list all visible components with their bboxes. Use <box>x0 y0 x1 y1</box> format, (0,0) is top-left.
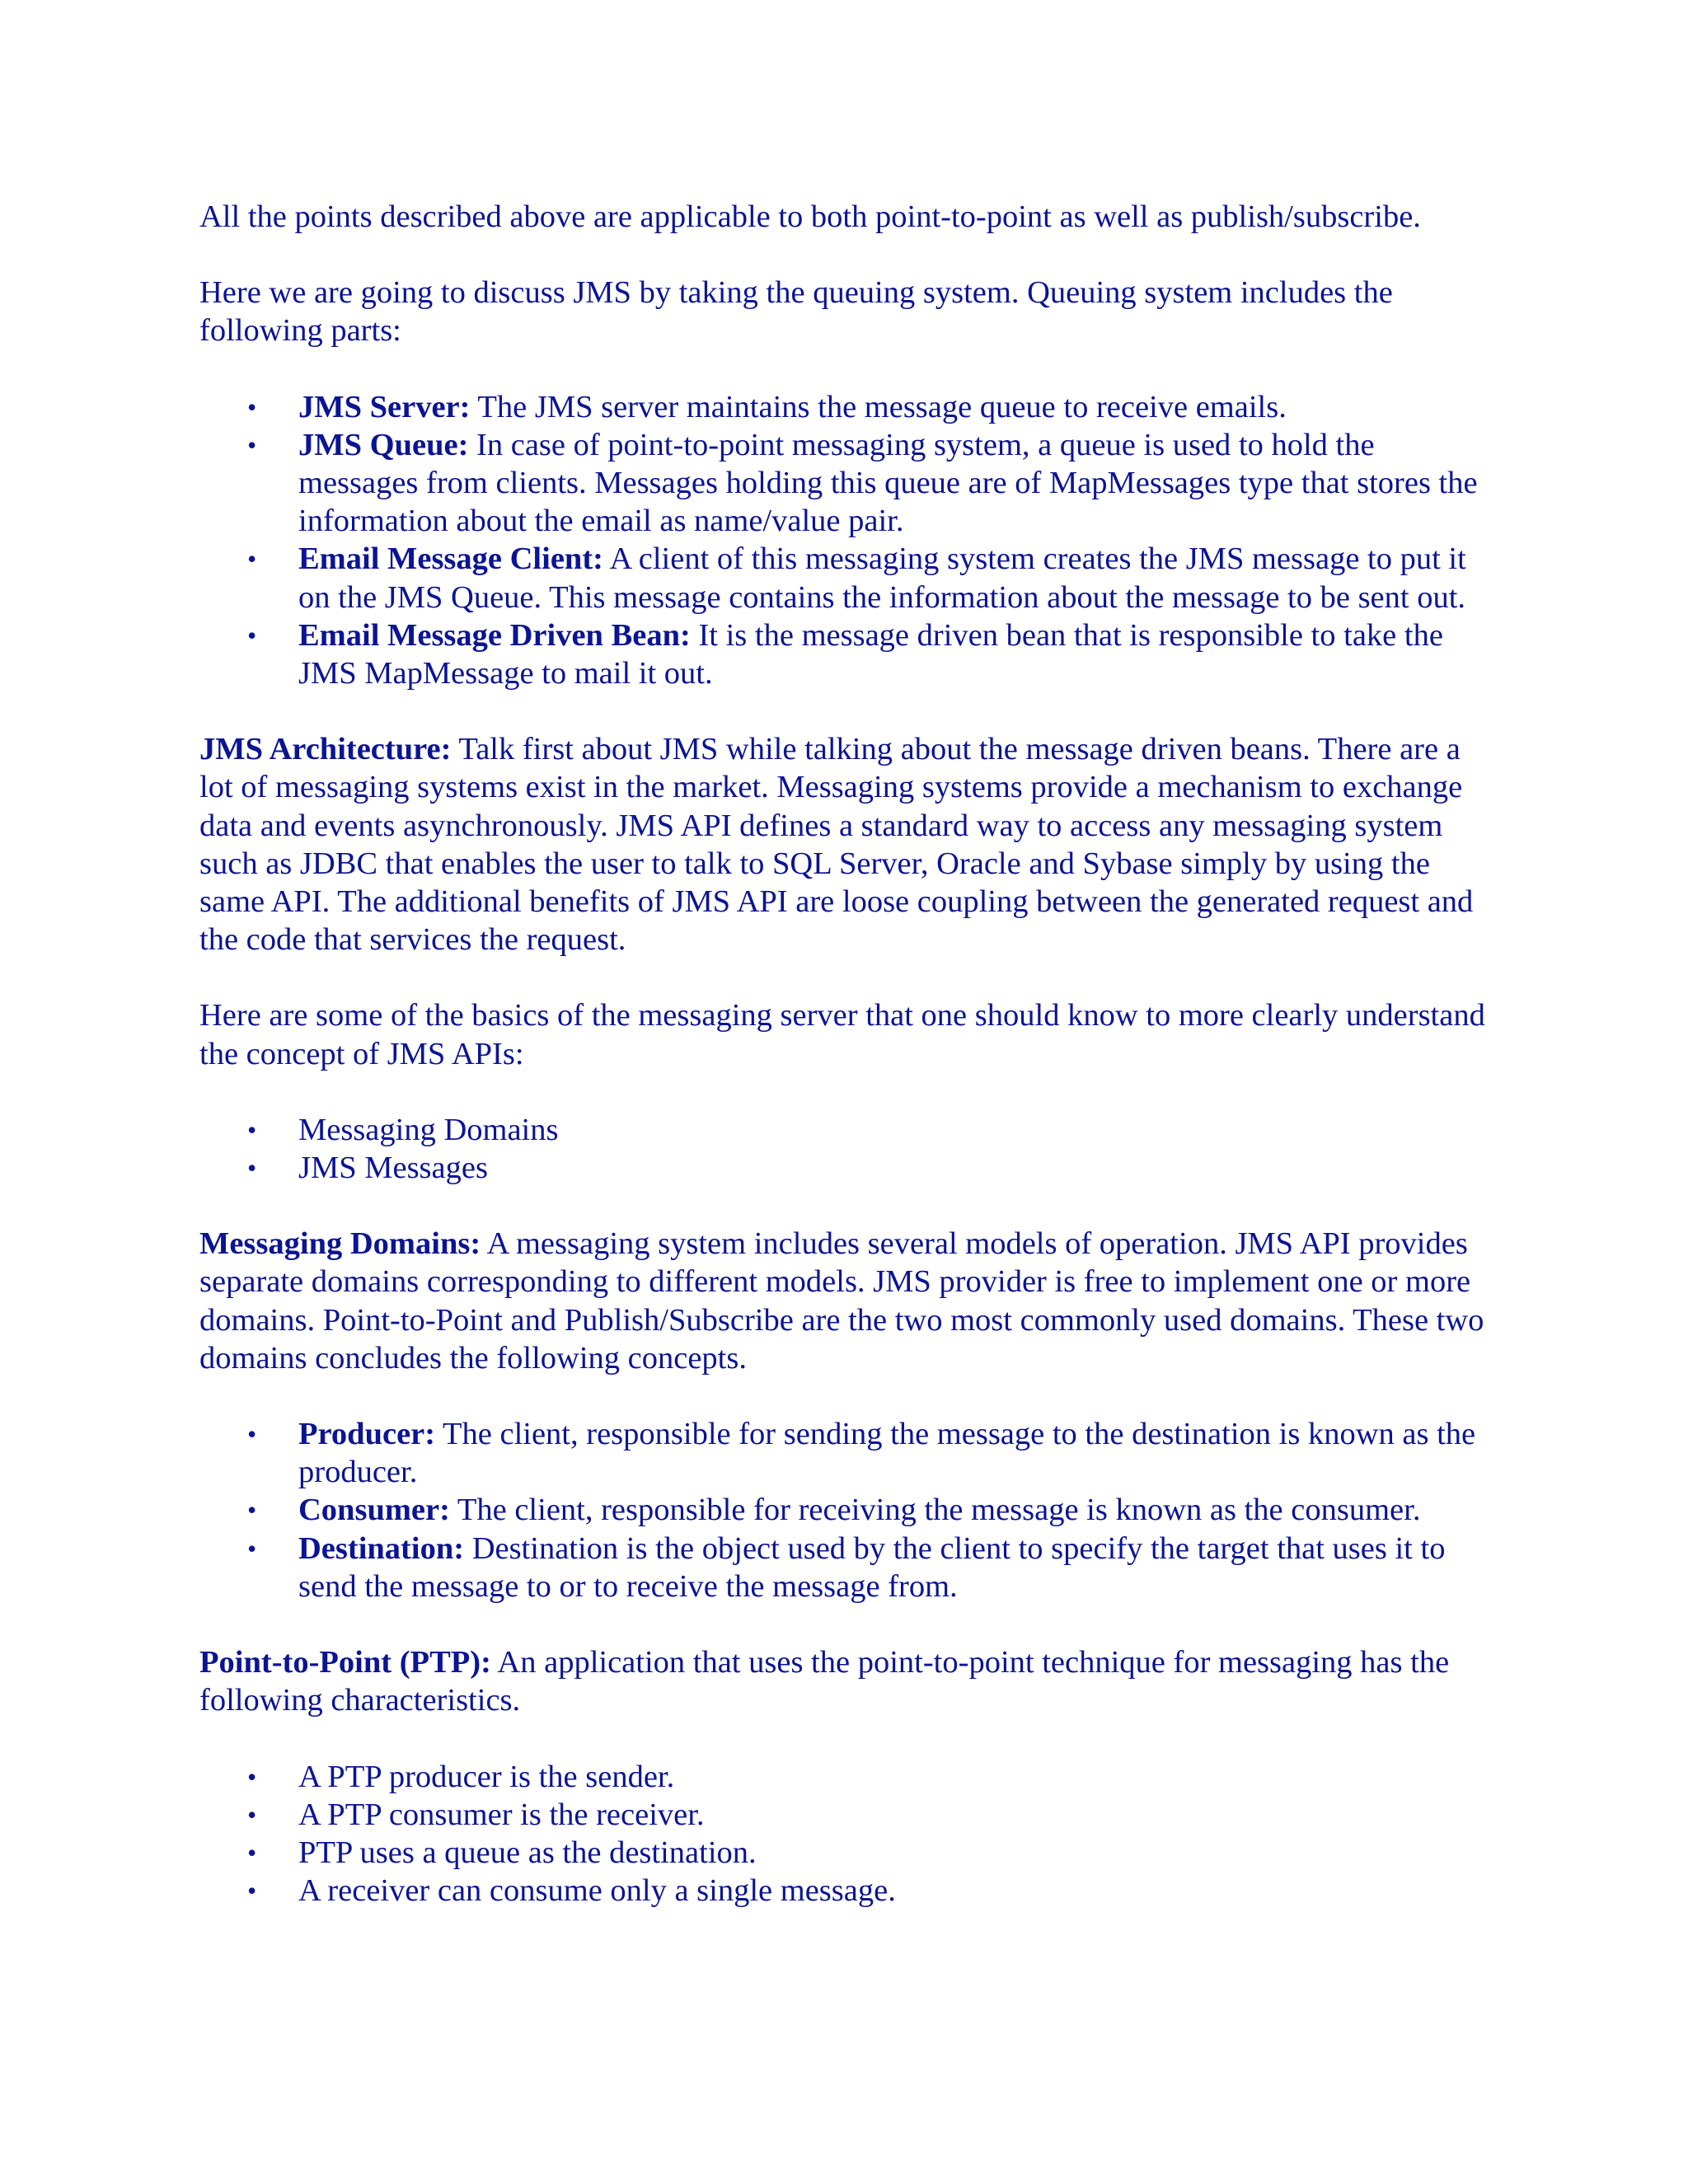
paragraph-body: An application that uses the point-to-point technique for messaging has the following characteristics. <box>199 1645 1450 1718</box>
list-item <box>199 1530 1502 1605</box>
list-item-text: It is the message driven bean that is responsible to take the JMS MapMessage to mail it out. <box>298 617 1443 691</box>
list-item <box>199 1415 1502 1491</box>
list-item-text: In case of point-to-point messaging system, a queue is used to hold the messages from clients. Messages holding this queue are of MapMessages type that stores the information about the email as name/value pair. <box>298 427 1478 539</box>
jms-architecture-paragraph <box>199 730 1502 958</box>
paragraph-body: A messaging system includes several models of operation. JMS API provides separate domains corresponding to different models. JMS provider is free to implement one or more domains. Point-to-Point and Publish/Subscribe are the two most commonly used domains. These two domains concludes the following concepts. <box>199 1226 1484 1376</box>
messaging-domains-paragraph <box>199 1225 1502 1377</box>
list-item-text: A PTP consumer is the receiver. <box>298 1797 705 1832</box>
bullet-icon: • <box>247 544 257 574</box>
bullet-icon: • <box>247 1533 257 1563</box>
bullet-icon: • <box>247 1837 257 1868</box>
paragraph-lead: Messaging Domains: <box>199 1226 481 1262</box>
bullet-icon: • <box>247 620 257 650</box>
list-item-lead: JMS Server: <box>298 389 471 424</box>
paragraph-body: Talk first about JMS while talking about the message driven beans. There are a lot of messaging systems exist in the market. Messaging systems provide a mechanism to exchange data and events asynchronously. JMS API defines a standard way to access any messaging system such as JDBC that enables the user to talk to SQL Server, Oracle and Sybase simply by using the same API. The additional benefits of JMS API are loose coupling between the generated request and the code that services the request. <box>199 732 1474 958</box>
list-item <box>199 1111 1502 1149</box>
bullet-icon: • <box>247 1153 257 1183</box>
list-item <box>199 1796 1502 1834</box>
paragraph-lead: Point-to-Point (PTP): <box>199 1645 491 1680</box>
list-item <box>199 1491 1502 1529</box>
ptp-characteristics-list <box>199 1758 1502 1910</box>
list-item-lead: Destination: <box>298 1530 465 1566</box>
queue-parts-list <box>199 388 1502 693</box>
list-item-text: The JMS server maintains the message queue to receive emails. <box>470 389 1287 424</box>
list-item-lead: Email Message Driven Bean: <box>298 617 691 653</box>
bullet-icon: • <box>247 1495 257 1526</box>
list-item <box>199 540 1502 616</box>
list-item <box>199 1872 1502 1910</box>
paragraph-lead: JMS Architecture: <box>199 732 452 767</box>
list-item <box>199 1758 1502 1796</box>
list-item-text: A client of this messaging system creates the JMS message to put it on the JMS Queue. This message contains the information about the message to be sent out. <box>298 541 1466 615</box>
list-item <box>199 1834 1502 1872</box>
list-item-text: Destination is the object used by the client to specify the target that uses it to send the message to or to receive the message from. <box>298 1530 1446 1604</box>
list-item-lead: JMS Queue: <box>298 427 469 462</box>
intro-paragraph: All the points described above are applicable to both point-to-point as well as publish/subscribe. <box>199 199 1421 234</box>
list-item-lead: Email Message Client: <box>298 541 603 577</box>
basics-paragraph: Here are some of the basics of the messaging server that one should know to more clearly understand the concept of JMS APIs: <box>199 998 1485 1071</box>
bullet-icon: • <box>247 391 257 422</box>
concepts-list <box>199 1415 1502 1605</box>
list-item-text: Messaging Domains <box>298 1112 559 1147</box>
list-item-lead: Producer: <box>298 1417 436 1452</box>
list-item-text: The client, responsible for sending the message to the destination is known as the producer. <box>298 1417 1476 1490</box>
bullet-icon: • <box>247 1761 257 1792</box>
list-item-text: A receiver can consume only a single message. <box>298 1873 896 1909</box>
bullet-icon: • <box>247 1419 257 1450</box>
list-item-lead: Consumer: <box>298 1493 450 1528</box>
list-item-text: The client, responsible for receiving the message is known as the consumer. <box>449 1493 1421 1528</box>
list-item <box>199 616 1502 692</box>
list-item-text: JMS Messages <box>298 1151 488 1186</box>
list-item <box>199 388 1502 426</box>
list-item-text: A PTP producer is the sender. <box>298 1759 675 1794</box>
list-item <box>199 1149 1502 1187</box>
list-item <box>199 426 1502 541</box>
basics-list <box>199 1111 1502 1187</box>
bullet-icon: • <box>247 1799 257 1830</box>
document-page <box>199 198 1502 1947</box>
bullet-icon: • <box>247 1114 257 1145</box>
bullet-icon: • <box>247 429 257 460</box>
list-item-text: PTP uses a queue as the destination. <box>298 1835 757 1870</box>
bullet-icon: • <box>247 1876 257 1906</box>
point-to-point-paragraph <box>199 1643 1502 1719</box>
queuing-system-paragraph: Here we are going to discuss JMS by taking the queuing system. Queuing system includes the following parts: <box>199 275 1393 349</box>
